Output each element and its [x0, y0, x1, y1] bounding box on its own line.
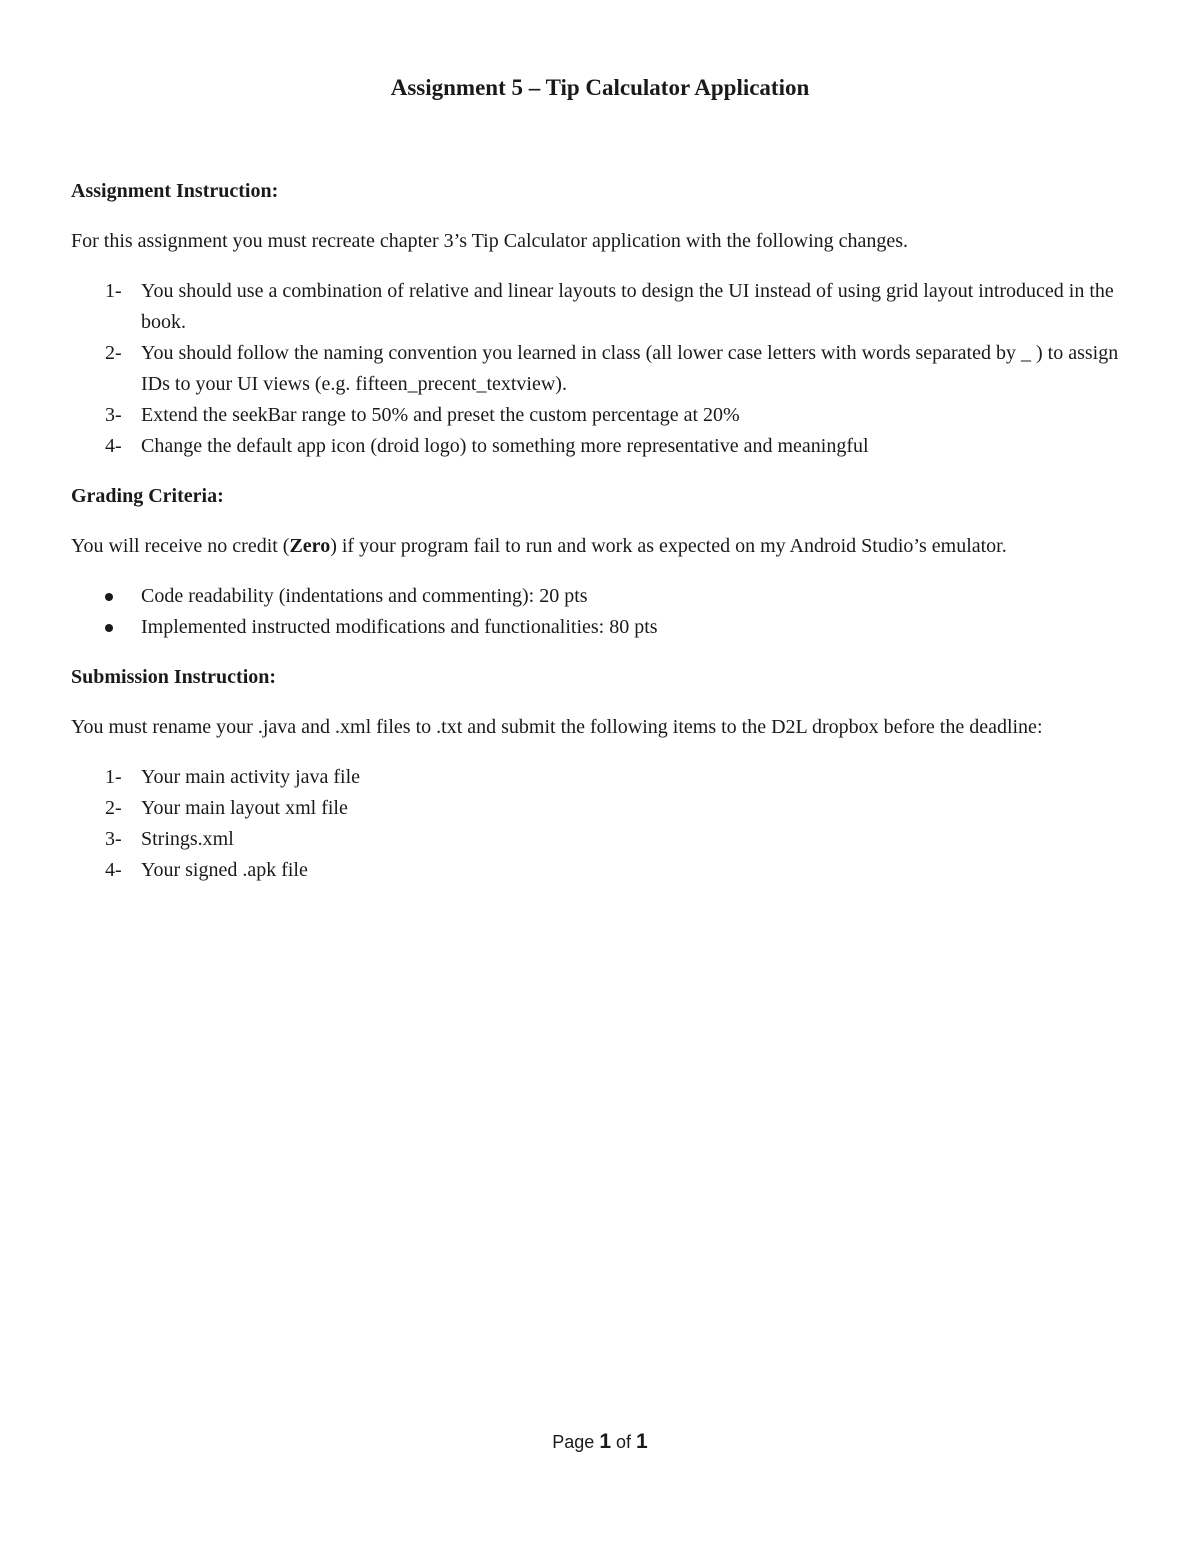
- list-item: [71, 338, 1131, 400]
- list-item: [71, 793, 1131, 824]
- list-item-number: 4-: [105, 859, 122, 881]
- document-title: Assignment 5 – Tip Calculator Application: [390, 75, 810, 100]
- page-footer: [0, 1428, 1200, 1456]
- list-item-number: 2-: [105, 797, 122, 819]
- list-item-text: Your main activity java file: [141, 766, 361, 788]
- document-body: [71, 176, 1131, 886]
- list-item-number: 3-: [105, 828, 122, 850]
- list-item: [71, 276, 1131, 338]
- list-item-text: Your signed .apk file: [141, 859, 308, 881]
- of-label: of: [616, 1432, 632, 1452]
- page-label: Page: [552, 1432, 595, 1452]
- list-item-number: 3-: [105, 404, 122, 426]
- list-item-number: 1-: [105, 280, 122, 302]
- list-item: [71, 400, 1131, 431]
- total-page-number: 1: [636, 1430, 648, 1453]
- list-item-text: Code readability (indentations and commenting): 20 pts: [141, 585, 588, 607]
- grading-criteria-list: [71, 581, 1131, 643]
- bullet-icon: [105, 624, 113, 632]
- list-item: [71, 762, 1131, 793]
- list-item-text: You should follow the naming convention you learned in class (all lower case letters with words separated by _ ) to assign IDs to your UI views (e.g. fifteen_precent_textview).: [141, 342, 1119, 395]
- list-item-text: Your main layout xml file: [141, 797, 348, 819]
- submission-instruction-heading: Submission Instruction:: [71, 666, 277, 688]
- list-item-number: 2-: [105, 342, 122, 364]
- grading-intro-before: You will receive no credit (: [71, 535, 290, 557]
- submission-instruction-list: [71, 762, 1131, 886]
- list-item: [71, 855, 1131, 886]
- grading-criteria-intro: [71, 531, 1131, 562]
- list-item: [71, 824, 1131, 855]
- list-item-number: 1-: [105, 766, 122, 788]
- list-item: [71, 581, 1131, 612]
- list-item-text: Extend the seekBar range to 50% and preset the custom percentage at 20%: [141, 404, 740, 426]
- list-item-text: Implemented instructed modifications and functionalities: 80 pts: [141, 616, 658, 638]
- assignment-instruction-list: [71, 276, 1131, 462]
- grading-criteria-heading: Grading Criteria:: [71, 485, 224, 507]
- current-page-number: 1: [599, 1430, 611, 1453]
- list-item-text: Change the default app icon (droid logo) to something more representative and meaningful: [141, 435, 869, 457]
- assignment-instruction-heading: Assignment Instruction:: [71, 180, 279, 202]
- bullet-icon: [105, 593, 113, 601]
- list-item-text: You should use a combination of relative and linear layouts to design the UI instead of using grid layout introduced in the book.: [141, 280, 1114, 333]
- submission-instruction-intro: You must rename your .java and .xml files to .txt and submit the following items to the D2L dropbox before the deadline:: [71, 716, 1043, 738]
- grading-intro-after: ) if your program fail to run and work as expected on my Android Studio’s emulator.: [330, 535, 1007, 557]
- assignment-instruction-intro: For this assignment you must recreate chapter 3’s Tip Calculator application with the following changes.: [71, 230, 909, 252]
- list-item-number: 4-: [105, 435, 122, 457]
- list-item: [71, 612, 1131, 643]
- list-item: [71, 431, 1131, 462]
- list-item-text: Strings.xml: [141, 828, 234, 850]
- grading-intro-bold: Zero: [289, 535, 331, 557]
